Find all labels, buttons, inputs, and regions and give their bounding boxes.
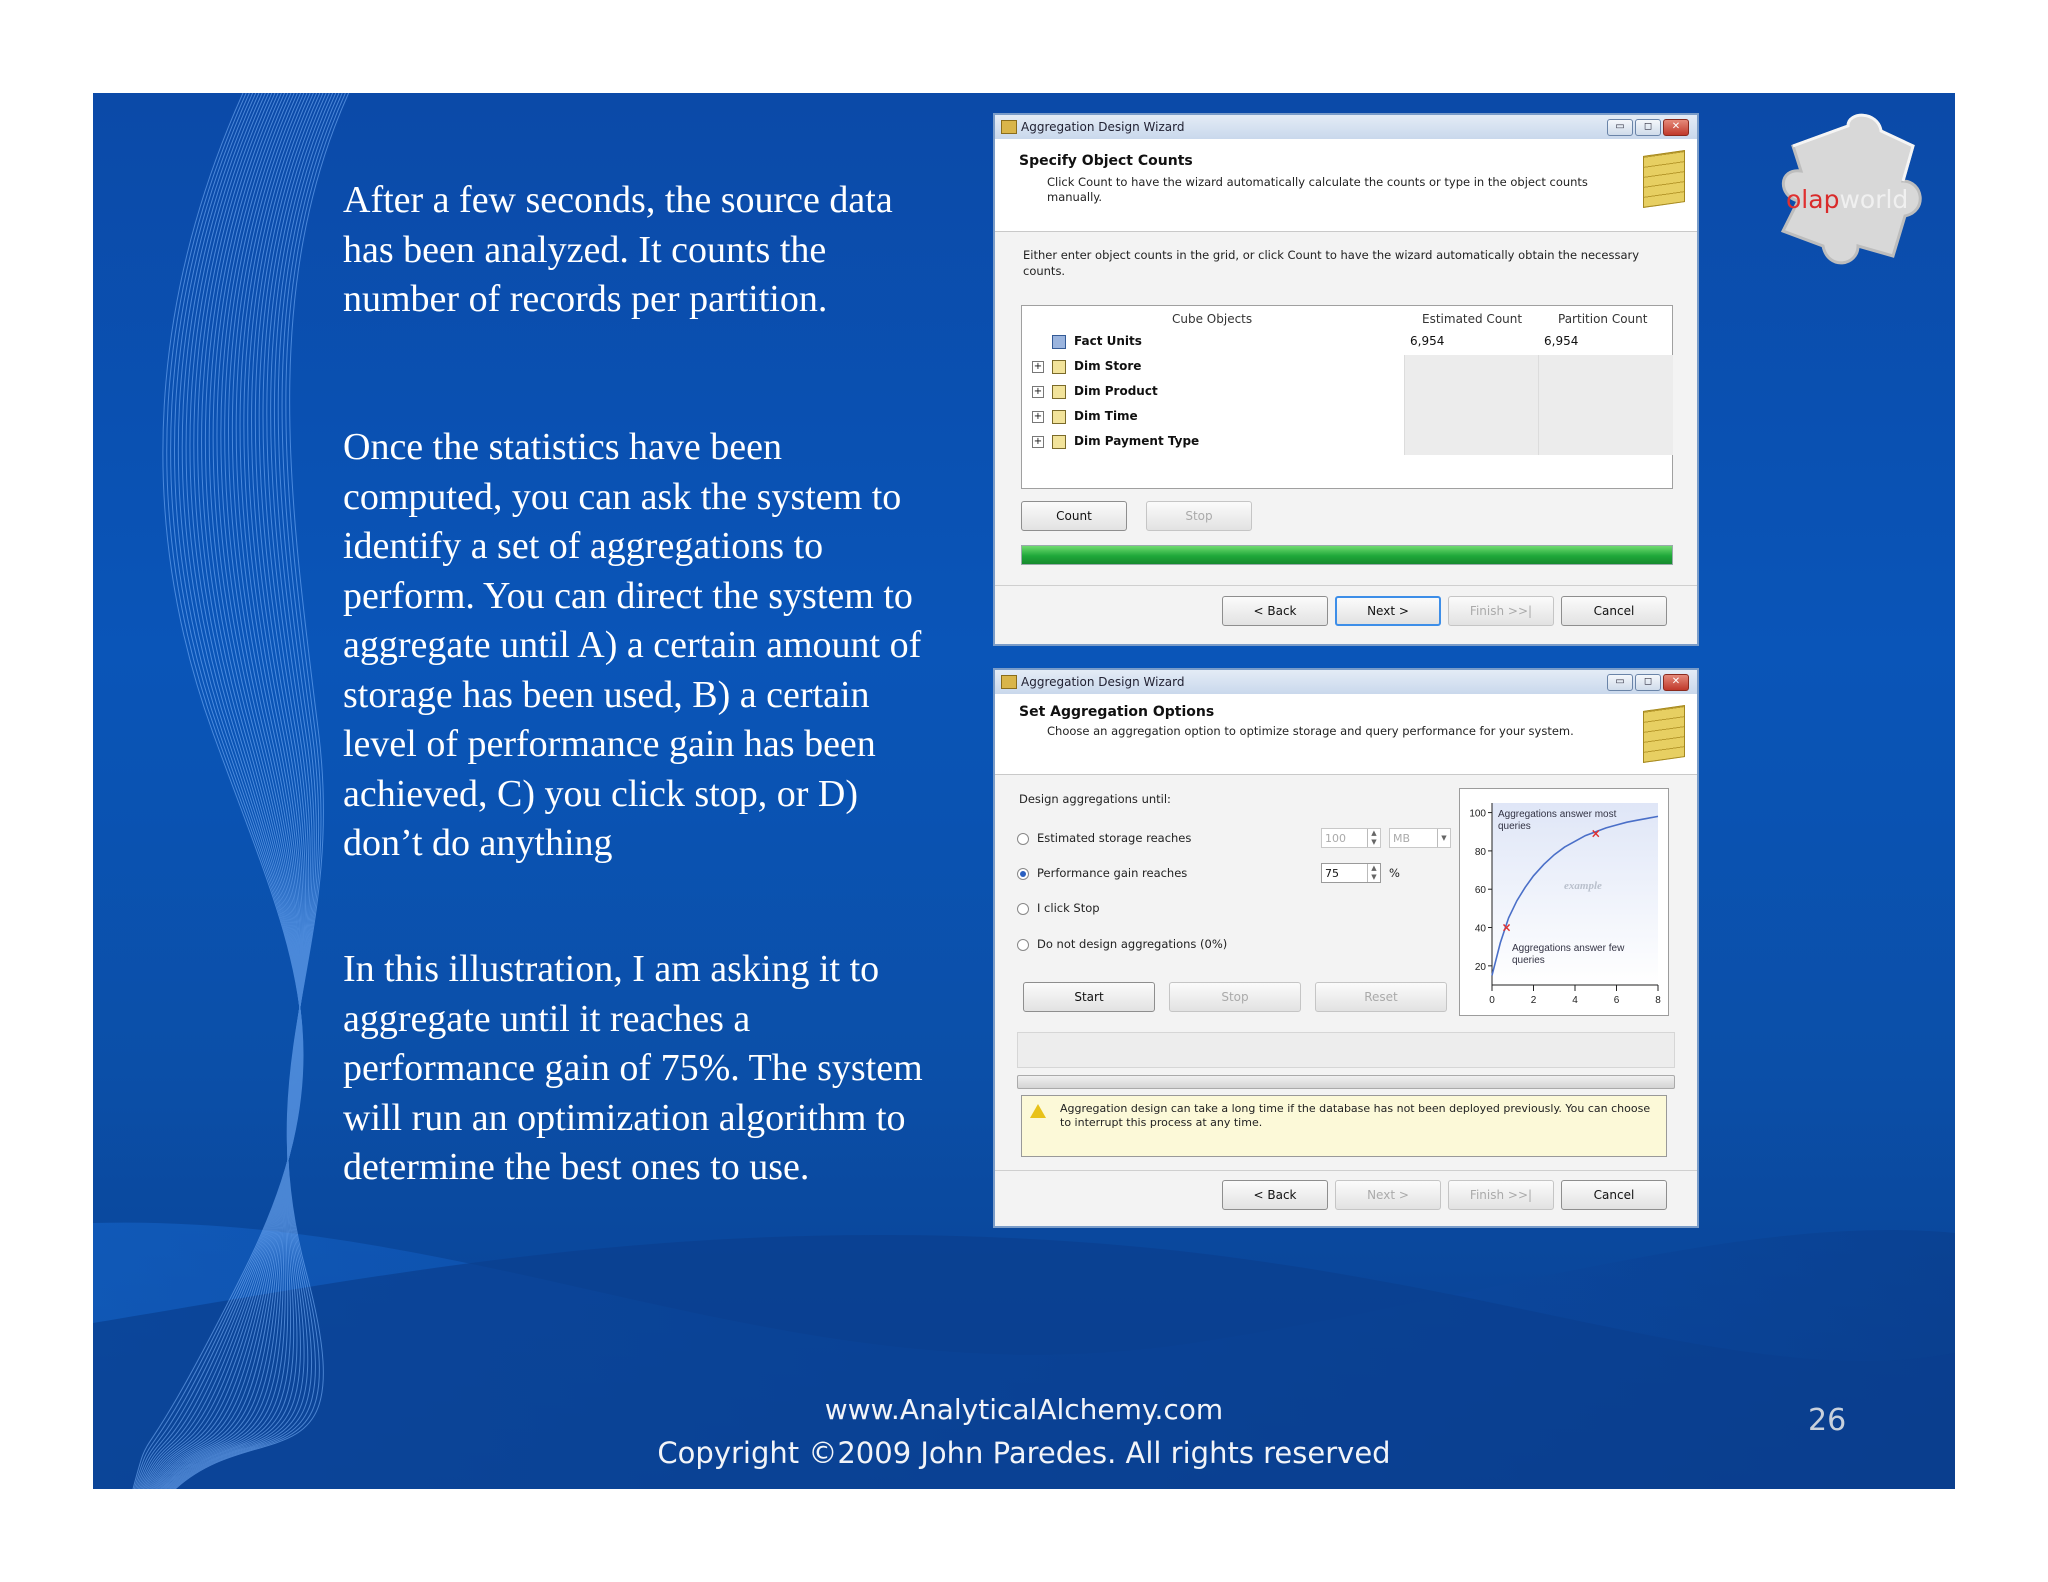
- slide: [93, 93, 1955, 1489]
- finish-button[interactable]: Finish >>|: [1448, 596, 1554, 626]
- cube-icon: [1643, 150, 1685, 208]
- wizard-app-icon: [1001, 675, 1017, 689]
- estimated-count-cell[interactable]: [1404, 355, 1539, 380]
- option-label[interactable]: Do not design aggregations (0%): [1037, 937, 1228, 951]
- expand-icon[interactable]: +: [1033, 386, 1043, 397]
- warning-box: [1021, 1095, 1667, 1157]
- wizard-app-icon: [1001, 120, 1017, 134]
- wizard-header: [995, 694, 1697, 775]
- grid-row-dim-store[interactable]: [1022, 355, 1672, 380]
- window-title: Aggregation Design Wizard: [1021, 120, 1185, 134]
- performance-value: 75: [1325, 867, 1339, 880]
- x-tick-label: 8: [1655, 995, 1661, 1006]
- page-subtitle: Click Count to have the wizard automatically calculate the counts or type in the object counts manually.: [1047, 175, 1588, 204]
- aggregation-chart: [1459, 788, 1669, 1016]
- finish-button[interactable]: Finish >>|: [1448, 1180, 1554, 1210]
- partition-count-cell[interactable]: [1538, 405, 1673, 430]
- column-header-cube-objects[interactable]: Cube Objects: [1172, 312, 1253, 326]
- dimension-icon: [1052, 385, 1066, 399]
- grid-row-dim-time[interactable]: [1022, 405, 1672, 430]
- status-area: [1017, 1032, 1675, 1068]
- storage-value-stepper[interactable]: [1321, 828, 1381, 848]
- cancel-button[interactable]: Cancel: [1561, 1180, 1667, 1210]
- progress-bar: [1021, 545, 1673, 565]
- annotation-most-queries: Aggregations answer most queries: [1498, 809, 1617, 832]
- back-button[interactable]: < Back: [1222, 1180, 1328, 1210]
- dimension-icon: [1052, 435, 1066, 449]
- fact-table-icon: [1052, 335, 1066, 349]
- row-name: Dim Time: [1074, 409, 1138, 423]
- expand-icon[interactable]: +: [1033, 436, 1043, 447]
- maximize-button[interactable]: ◻: [1635, 674, 1661, 691]
- x-tick-label: 4: [1572, 995, 1578, 1006]
- x-tick-label: 0: [1489, 995, 1495, 1006]
- footer-url[interactable]: www.AnalyticalAlchemy.com: [824, 1393, 1224, 1426]
- next-button[interactable]: Next >: [1335, 1180, 1441, 1210]
- marker-x: ×: [1590, 826, 1601, 841]
- page-subtitle: Choose an aggregation option to optimize storage and query performance for your system.: [1047, 724, 1574, 738]
- page-number: 26: [1808, 1403, 1847, 1438]
- reset-button[interactable]: Reset: [1315, 982, 1447, 1012]
- column-header-partition-count[interactable]: Partition Count: [1558, 312, 1648, 326]
- page-title: Specify Object Counts: [1019, 153, 1193, 169]
- window-title: Aggregation Design Wizard: [1021, 675, 1185, 689]
- close-button[interactable]: ✕: [1663, 674, 1689, 691]
- progress-fill: [1022, 546, 1672, 564]
- row-name: Fact Units: [1074, 334, 1142, 348]
- cancel-button[interactable]: Cancel: [1561, 596, 1667, 626]
- storage-value: 100: [1325, 832, 1346, 845]
- y-tick-label: 80: [1474, 846, 1486, 858]
- expand-icon[interactable]: +: [1033, 361, 1043, 372]
- radio-performance-gain[interactable]: [1017, 868, 1029, 880]
- wizard-set-aggregation-options: [993, 668, 1699, 1228]
- annotation-example: example: [1564, 880, 1602, 892]
- performance-value-stepper[interactable]: [1321, 863, 1381, 883]
- design-progress-bar: [1017, 1075, 1675, 1089]
- aggregation-chart-svg: [1460, 789, 1668, 1015]
- y-tick-label: 60: [1474, 885, 1486, 897]
- stop-button[interactable]: Stop: [1146, 501, 1252, 531]
- body-paragraph-3: In this illustration, I am asking it to aggregate until it reaches a performance gain of 75%. The system will run an optimization algorithm to determine the best ones to use.: [343, 948, 923, 1188]
- option-label[interactable]: Estimated storage reaches: [1037, 831, 1192, 845]
- radio-do-not-design[interactable]: [1017, 939, 1029, 951]
- design-label: Design aggregations until:: [1019, 792, 1171, 806]
- x-tick-label: 2: [1530, 995, 1537, 1006]
- annotation-few-queries: Aggregations answer few queries: [1512, 943, 1625, 966]
- back-button[interactable]: < Back: [1222, 596, 1328, 626]
- partition-count-cell[interactable]: 6,954: [1544, 334, 1579, 348]
- wizard-specify-object-counts: [993, 113, 1699, 646]
- object-counts-grid[interactable]: [1021, 305, 1673, 489]
- radio-i-click-stop[interactable]: [1017, 903, 1029, 915]
- estimated-count-cell[interactable]: [1404, 405, 1539, 430]
- estimated-count-cell[interactable]: 6,954: [1410, 334, 1445, 348]
- storage-unit: MB: [1393, 832, 1411, 845]
- instruction-text: Either enter object counts in the grid, or click Count to have the wizard automatically obtain the necessary counts.: [1023, 248, 1640, 278]
- grid-row-dim-payment-type[interactable]: [1022, 430, 1672, 455]
- spin-arrows-icon[interactable]: ▲ ▼: [1367, 864, 1380, 882]
- stop-button[interactable]: Stop: [1169, 982, 1301, 1012]
- count-button[interactable]: Count: [1021, 501, 1127, 531]
- close-button[interactable]: ✕: [1663, 119, 1689, 136]
- title-bar: [995, 115, 1697, 140]
- radio-estimated-storage[interactable]: [1017, 833, 1029, 845]
- dimension-icon: [1052, 410, 1066, 424]
- minimize-button[interactable]: ▭: [1607, 674, 1633, 691]
- partition-count-cell[interactable]: [1538, 430, 1673, 455]
- start-button[interactable]: Start: [1023, 982, 1155, 1012]
- grid-row-fact-units[interactable]: [1022, 330, 1672, 355]
- partition-count-cell[interactable]: [1538, 355, 1673, 380]
- y-tick-label: 20: [1474, 961, 1486, 973]
- dimension-icon: [1052, 360, 1066, 374]
- partition-count-cell[interactable]: [1538, 380, 1673, 405]
- chevron-down-icon[interactable]: ▼: [1437, 829, 1450, 847]
- body-paragraph-1: After a few seconds, the source data has been analyzed. It counts the number of records per partition.: [343, 179, 893, 320]
- row-name: Dim Product: [1074, 384, 1158, 398]
- cube-icon: [1643, 705, 1685, 763]
- olapworld-logo-text: olapworld: [1786, 185, 1909, 214]
- y-tick-label: 100: [1469, 808, 1486, 820]
- performance-unit: %: [1389, 866, 1400, 880]
- warning-icon: [1030, 1104, 1046, 1118]
- spin-arrows-icon[interactable]: ▲ ▼: [1367, 829, 1380, 847]
- title-bar: [995, 670, 1697, 695]
- column-header-estimated-count[interactable]: Estimated Count: [1422, 312, 1523, 326]
- option-label[interactable]: Performance gain reaches: [1037, 866, 1188, 880]
- footer-copyright: Copyright ©2009 John Paredes. All rights reserved: [657, 1436, 1391, 1470]
- expand-icon[interactable]: +: [1033, 411, 1043, 422]
- estimated-count-cell[interactable]: [1404, 380, 1539, 405]
- row-name: Dim Payment Type: [1074, 434, 1200, 448]
- storage-unit-select[interactable]: [1389, 828, 1451, 848]
- grid-row-dim-product[interactable]: [1022, 380, 1672, 405]
- warning-text: Aggregation design can take a long time if the database has not been deployed previously. You can choose to interrupt this process at any time.: [1060, 1102, 1651, 1129]
- option-label[interactable]: I click Stop: [1037, 901, 1100, 915]
- body-paragraph-2: Once the statistics have been computed, you can ask the system to identify a set of aggregations to perform. You can direct the system to aggregate until A) a certain amount of storage has been used, B) a certain level of performance gain has been achieved, C) you click stop, or D) don’t do anything: [343, 426, 922, 864]
- minimize-button[interactable]: ▭: [1607, 119, 1633, 136]
- maximize-button[interactable]: ◻: [1635, 119, 1661, 136]
- marker-x: ×: [1501, 920, 1512, 935]
- x-tick-label: 6: [1613, 995, 1620, 1006]
- next-button[interactable]: Next >: [1335, 596, 1441, 626]
- y-tick-label: 40: [1474, 923, 1486, 935]
- page-title: Set Aggregation Options: [1019, 704, 1215, 720]
- estimated-count-cell[interactable]: [1404, 430, 1539, 455]
- wizard-header: [995, 139, 1697, 232]
- row-name: Dim Store: [1074, 359, 1142, 373]
